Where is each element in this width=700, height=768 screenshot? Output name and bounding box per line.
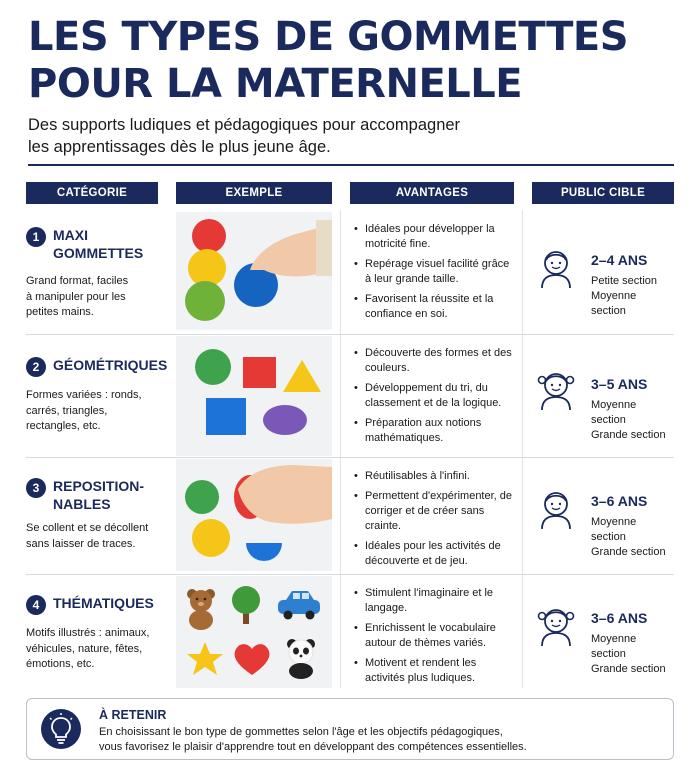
advantages-list: • Stimulent l'imaginaire et le langage. • Enrichissent le vocabulaire autour de thèmes variés. • Motivent et rendent les activités plus ludiques. — [354, 586, 516, 691]
green-sticker — [185, 281, 225, 321]
green-sticker — [185, 480, 219, 514]
age-range: 3–6 ANS — [591, 493, 648, 509]
takeaway-box — [26, 698, 674, 760]
category-number: 3 — [26, 478, 46, 498]
category-number: 1 — [26, 227, 46, 247]
table-row — [26, 336, 674, 456]
panda-sticker — [287, 639, 315, 679]
table-row — [26, 212, 674, 332]
category-name: REPOSITION- NABLES — [53, 478, 145, 512]
age-range: 3–5 ANS — [591, 376, 648, 392]
category-description: Grand format, faciles à manipuler pour les petites mains. — [26, 275, 129, 318]
category-name: GÉOMÉTRIQUES — [53, 357, 168, 373]
column-header-example: EXEMPLE — [176, 182, 332, 204]
category-description: Formes variées : ronds, carrés, triangles, rectangles, etc. — [26, 389, 142, 432]
child-girl-icon — [536, 606, 576, 646]
school-levels: Moyenne section Grande section — [591, 516, 666, 558]
column-header-category: CATÉGORIE — [26, 182, 158, 204]
table-row — [26, 459, 674, 572]
geometric-stickers-illustration — [176, 336, 332, 456]
purple-oval-sticker — [263, 405, 307, 435]
page-title: LES TYPES DE GOMMETTES POUR LA MATERNELLE — [28, 14, 629, 107]
category-description: Se collent et se décollent sans laisser de traces. — [26, 522, 149, 550]
category-heading — [26, 477, 173, 513]
category-heading — [26, 226, 173, 262]
red-sticker — [192, 219, 226, 253]
yellow-sticker — [192, 519, 230, 557]
example-image-geometric — [176, 336, 332, 456]
school-levels: Petite section Moyenne section — [591, 275, 658, 317]
child-boy-icon — [536, 248, 576, 288]
row-separator — [26, 574, 674, 575]
age-range: 3–6 ANS — [591, 610, 648, 626]
takeaway-title: À RETENIR — [99, 708, 167, 722]
lightbulb-icon — [41, 709, 81, 749]
school-levels: Moyenne section Grande section — [591, 399, 666, 441]
takeaway-text: En choisissant le bon type de gommettes selon l'âge et les objectifs pédagogiques, vous favorisez le plaisir d'apprendre tout en développant des compétences essentielles. — [99, 726, 527, 753]
blue-square-sticker — [206, 398, 246, 435]
repositionable-stickers-illustration — [176, 459, 332, 571]
category-name: THÉMATIQUES — [53, 595, 154, 611]
green-circle-sticker — [195, 349, 231, 385]
child-boy-icon — [536, 489, 576, 529]
advantages-list: • Idéales pour développer la motricité fine. • Repérage visuel facilité grâce à leur grande taille. • Favorisent la réussite et la confiance en soi. — [354, 222, 516, 327]
category-number: 2 — [26, 357, 46, 377]
row-separator — [26, 457, 674, 458]
title-divider — [28, 164, 674, 166]
column-header-audience: PUBLIC CIBLE — [532, 182, 674, 204]
school-levels: Moyenne section Grande section — [591, 633, 666, 675]
child-girl-icon — [536, 370, 576, 410]
thematic-stickers-illustration — [176, 576, 332, 688]
page-subtitle: Des supports ludiques et pédagogiques pour accompagner les apprentissages dès le plus jeune âge. — [28, 116, 461, 156]
advantages-list: • Réutilisables à l'infini. • Permettent d'expérimenter, de corriger et de créer sans crainte. • Idéales pour les activités de découverte et de jeu. — [354, 469, 516, 574]
maxi-stickers-illustration — [176, 212, 332, 330]
advantages-list: • Découverte des formes et des couleurs. • Développement du tri, du classement et de la logique. • Préparation aux notions mathématiques. — [354, 346, 516, 451]
category-name: MAXI GOMMETTES — [53, 227, 144, 261]
red-square-sticker — [243, 357, 276, 388]
row-separator — [26, 334, 674, 335]
example-image-thematic — [176, 576, 332, 688]
category-description: Motifs illustrés : animaux, véhicules, nature, fêtes, émotions, etc. — [26, 627, 150, 670]
column-header-advantages: AVANTAGES — [350, 182, 514, 204]
age-range: 2–4 ANS — [591, 252, 648, 268]
category-number: 4 — [26, 595, 46, 615]
example-image-maxi — [176, 212, 332, 330]
table-row — [26, 576, 674, 690]
example-image-repositionable — [176, 459, 332, 571]
category-heading — [26, 594, 173, 615]
category-heading — [26, 356, 173, 377]
